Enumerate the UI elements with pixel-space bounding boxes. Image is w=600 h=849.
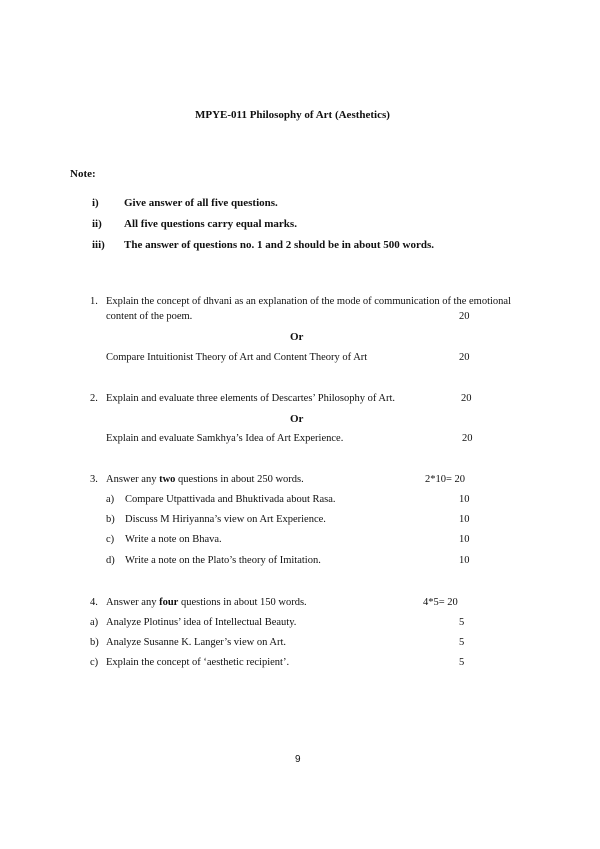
sub-question-label: b): [106, 514, 115, 525]
sub-question-label: b): [90, 637, 99, 648]
question-marks: 2*10= 20: [425, 474, 466, 485]
sub-question-label: a): [90, 617, 99, 628]
question-text: Answer any two questions in about 250 words.: [106, 474, 304, 485]
note-item-text: Give answer of all five questions.: [124, 197, 278, 209]
sub-question-text: Analyze Susanne K. Langer’s view on Art.: [106, 637, 287, 648]
question-number: 3.: [90, 474, 98, 485]
sub-question-marks: 10: [459, 555, 470, 566]
question-text: Explain the concept of dhvani as an explanation of the mode of communication of the emotional: [106, 296, 512, 307]
sub-question-text: Discuss M Hiriyanna’s view on Art Experience.: [125, 514, 326, 525]
question-marks: 20: [461, 393, 472, 404]
sub-question-text: Write a note on the Plato’s theory of Imitation.: [125, 555, 321, 566]
sub-question-text: Explain the concept of ‘aesthetic recipient’.: [106, 657, 290, 668]
note-item-number: iii): [92, 239, 105, 251]
question-marks: 20: [459, 352, 470, 363]
sub-question-label: c): [90, 657, 99, 668]
note-item-text: All five questions carry equal marks.: [124, 218, 297, 230]
question-marks: 20: [459, 311, 470, 322]
sub-question-text: Write a note on Bhava.: [125, 534, 222, 545]
sub-question-marks: 10: [459, 534, 470, 545]
sub-question-marks: 10: [459, 494, 470, 505]
sub-question-marks: 5: [459, 637, 465, 648]
note-item-number: i): [92, 197, 99, 209]
question-text: Explain and evaluate Samkhya’s Idea of Art Experience.: [106, 433, 344, 444]
or-separator: Or: [290, 331, 304, 343]
note-item-text: The answer of questions no. 1 and 2 should be in about 500 words.: [124, 239, 435, 251]
sub-question-marks: 10: [459, 514, 470, 525]
sub-question-marks: 5: [459, 657, 465, 668]
question-text: Answer any four questions in about 150 words.: [106, 597, 307, 608]
question-marks: 20: [462, 433, 473, 444]
page-title: MPYE-011 Philosophy of Art (Aesthetics): [195, 109, 390, 121]
sub-question-label: d): [106, 555, 115, 566]
sub-question-label: c): [106, 534, 115, 545]
question-text: Explain and evaluate three elements of Descartes’ Philosophy of Art.: [106, 393, 396, 404]
sub-question-text: Analyze Plotinus’ idea of Intellectual Beauty.: [106, 617, 297, 628]
question-number: 1.: [90, 296, 98, 307]
sub-question-text: Compare Utpattivada and Bhuktivada about Rasa.: [125, 494, 336, 505]
or-separator: Or: [290, 413, 304, 425]
note-item-number: ii): [92, 218, 102, 230]
note-heading: Note:: [70, 168, 96, 180]
question-number: 2.: [90, 393, 98, 404]
page-number: 9: [295, 754, 301, 765]
question-text: content of the poem.: [106, 311, 193, 322]
sub-question-marks: 5: [459, 617, 465, 628]
question-marks: 4*5= 20: [423, 597, 458, 608]
sub-question-label: a): [106, 494, 115, 505]
question-number: 4.: [90, 597, 98, 608]
question-text: Compare Intuitionist Theory of Art and Content Theory of Art: [106, 352, 368, 363]
